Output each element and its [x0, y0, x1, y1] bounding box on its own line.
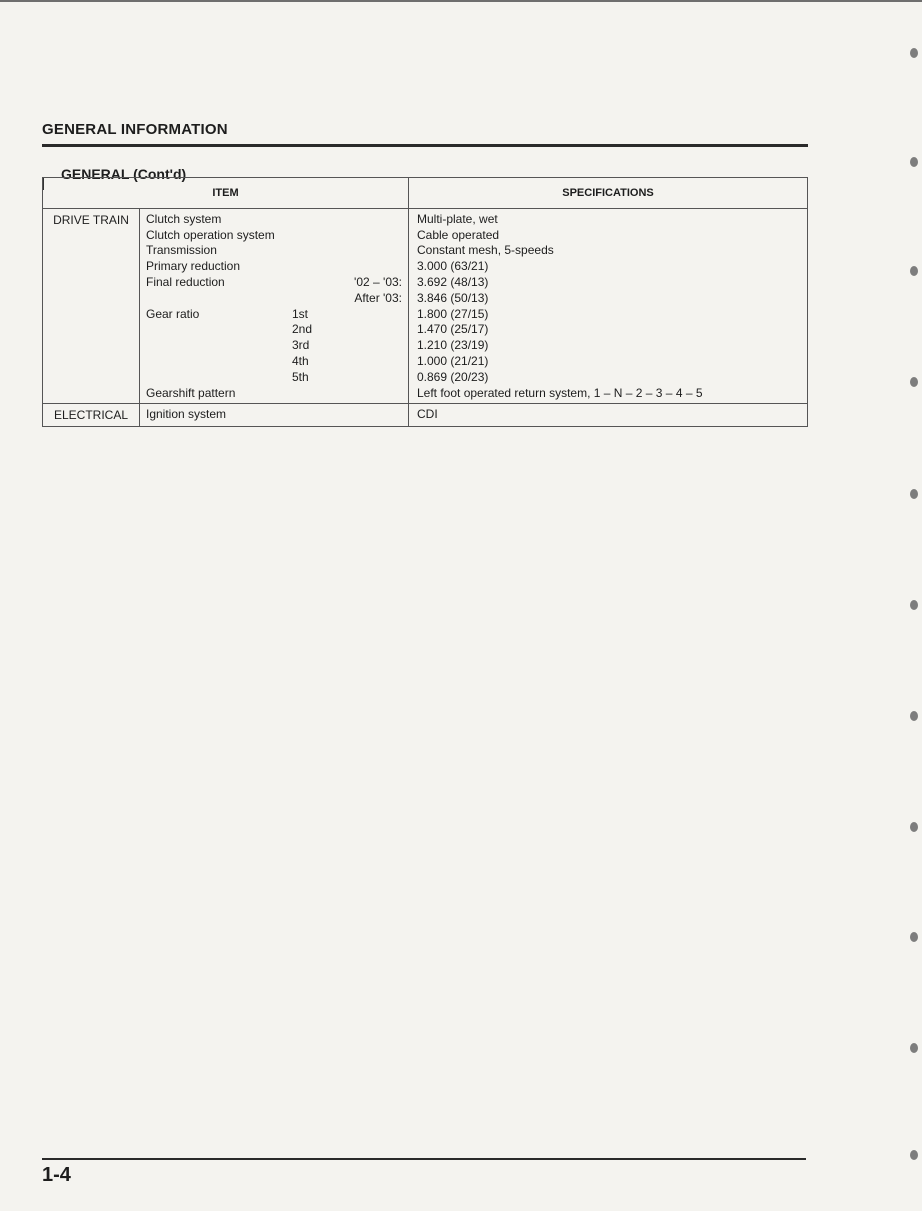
binder-hole-mark	[910, 266, 918, 276]
item-text: Final reduction	[146, 274, 225, 289]
specifications-table	[42, 177, 808, 427]
binder-hole-mark	[910, 1150, 918, 1160]
electrical-item: Ignition system	[140, 404, 409, 427]
item-line	[146, 322, 402, 338]
category-electrical: ELECTRICAL	[43, 404, 140, 427]
gear-label: 1st	[292, 306, 309, 321]
item-text: Transmission	[146, 243, 217, 258]
spec-line: 1.000 (21/21)	[417, 353, 489, 368]
spec-line: Multi-plate, wet	[417, 211, 498, 226]
spec-line: 1.800 (27/15)	[417, 306, 489, 321]
spec-line: Constant mesh, 5-speeds	[417, 243, 554, 258]
spec-line: 3.846 (50/13)	[417, 290, 489, 305]
item-line	[146, 243, 402, 259]
gear-label: 3rd	[292, 338, 310, 353]
page-title: GENERAL INFORMATION	[42, 121, 228, 138]
drive-train-specs	[409, 208, 808, 404]
gear-label: 2nd	[292, 322, 313, 337]
item-line	[146, 228, 402, 244]
gear-label: 5th	[292, 369, 309, 384]
item-line	[146, 212, 402, 228]
item-text: Clutch operation system	[146, 227, 275, 242]
spec-line: 1.470 (25/17)	[417, 322, 489, 337]
item-text: Clutch system	[146, 211, 222, 226]
spec-line: 0.869 (20/23)	[417, 369, 489, 384]
item-text: Gearshift pattern	[146, 385, 236, 400]
item-column-header: ITEM	[43, 178, 409, 209]
item-text: Primary reduction	[146, 259, 241, 274]
page-number: 1-4	[42, 1164, 71, 1186]
item-line	[146, 354, 402, 370]
binder-hole-mark	[910, 822, 918, 832]
table-row-electrical	[43, 404, 808, 427]
section-heading: GENERAL (Cont'd)	[61, 166, 192, 182]
item-line	[146, 291, 402, 307]
category-drive-train: DRIVE TRAIN	[43, 208, 140, 404]
specifications-column-header: SPECIFICATIONS	[409, 178, 808, 209]
item-line	[146, 386, 402, 402]
binder-hole-mark	[910, 711, 918, 721]
title-divider	[42, 144, 808, 147]
item-line	[146, 338, 402, 354]
binder-hole-mark	[910, 157, 918, 167]
spec-line: Left foot operated return system, 1 – N – 2 – 3 – 4 – 5	[417, 385, 703, 400]
top-edge-rule	[0, 0, 922, 2]
electrical-spec: CDI	[409, 404, 808, 427]
binder-hole-mark	[910, 377, 918, 387]
footer-divider	[42, 1158, 806, 1160]
binder-hole-mark	[910, 489, 918, 499]
table-row-drive-train	[43, 208, 808, 404]
table-header-row	[43, 178, 808, 209]
binder-hole-mark	[910, 932, 918, 942]
spec-line: Cable operated	[417, 227, 500, 242]
binder-hole-mark	[910, 1043, 918, 1053]
item-line	[146, 275, 402, 291]
item-line	[146, 259, 402, 275]
spec-line: 3.000 (63/21)	[417, 259, 489, 274]
item-line	[146, 307, 402, 323]
spec-line: 1.210 (23/19)	[417, 338, 489, 353]
item-line	[146, 370, 402, 386]
gear-label: 4th	[292, 353, 309, 368]
item-qualifier: '02 – '03:	[354, 274, 402, 289]
item-qualifier: After '03:	[354, 290, 402, 305]
spec-line: 3.692 (48/13)	[417, 274, 489, 289]
binder-hole-mark	[910, 600, 918, 610]
drive-train-items	[140, 208, 409, 404]
item-text: Gear ratio	[146, 306, 200, 321]
binder-hole-mark	[910, 48, 918, 58]
